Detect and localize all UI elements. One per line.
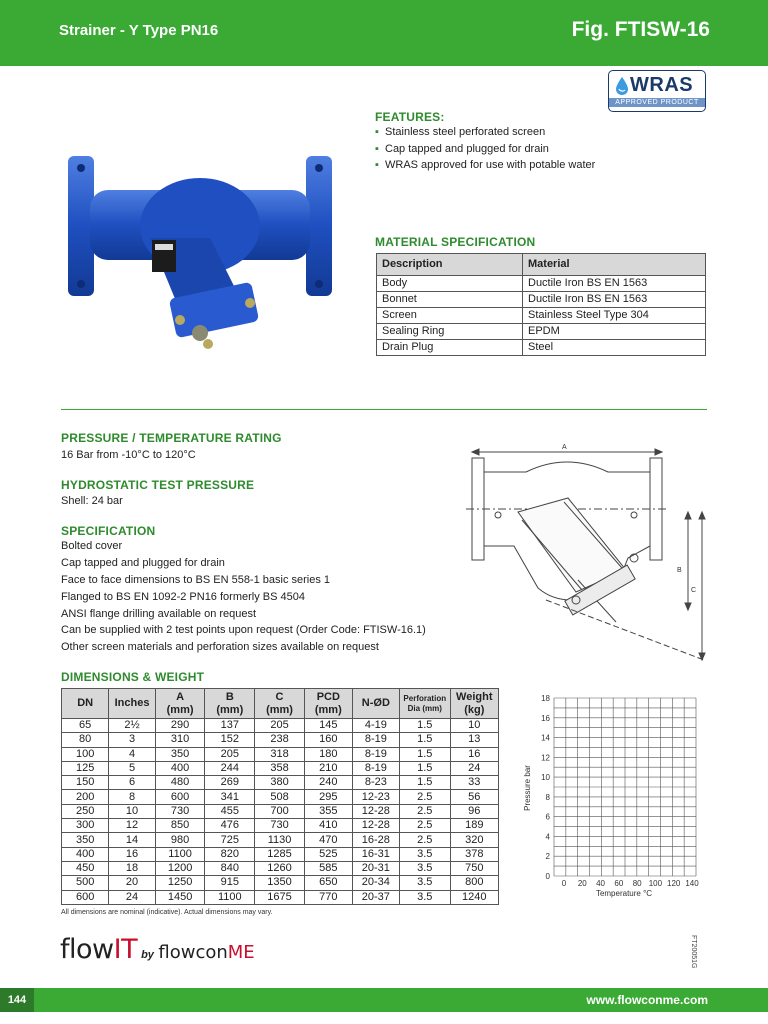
product-title: Strainer - Y Type PN16 xyxy=(59,22,219,39)
table-cell: 850 xyxy=(155,819,205,833)
dimensions-heading: DIMENSIONS & WEIGHT xyxy=(61,670,205,684)
table-cell: 20 xyxy=(109,876,155,890)
table-cell: 470 xyxy=(304,833,352,847)
y-tick-label: 0 xyxy=(545,872,550,881)
table-cell: 56 xyxy=(450,790,498,804)
chart-x-axis-label: Temperature °C xyxy=(595,889,653,898)
header-cell: DN xyxy=(62,689,109,719)
table-row xyxy=(377,340,706,356)
table-cell: Sealing Ring xyxy=(377,324,523,340)
table-cell: 600 xyxy=(62,890,109,904)
table-cell: 320 xyxy=(450,833,498,847)
table-cell: 205 xyxy=(255,719,305,733)
x-tick-label: 40 xyxy=(596,879,606,888)
water-drop-icon xyxy=(615,76,629,96)
table-cell: 2.5 xyxy=(399,833,450,847)
table-row xyxy=(62,819,499,833)
table-row xyxy=(377,292,706,308)
table-cell: 3.5 xyxy=(399,861,450,875)
table-cell: 12-28 xyxy=(352,804,399,818)
table-cell: 915 xyxy=(205,876,255,890)
table-cell: 400 xyxy=(62,847,109,861)
table-row xyxy=(62,719,499,733)
table-row xyxy=(62,733,499,747)
pressure-temperature-chart xyxy=(518,690,708,902)
table-cell: 6 xyxy=(109,776,155,790)
y-tick-label: 8 xyxy=(545,792,550,802)
table-cell: 16-28 xyxy=(352,833,399,847)
table-cell: 730 xyxy=(155,804,205,818)
dimension-a-label: A xyxy=(562,444,567,451)
y-tick-label: 4 xyxy=(545,832,550,842)
table-cell: 358 xyxy=(255,761,305,775)
table-cell: 10 xyxy=(450,719,498,733)
x-tick-label: 0 xyxy=(561,879,567,888)
header-cell: B (mm) xyxy=(205,689,255,719)
table-cell: 800 xyxy=(450,876,498,890)
table-cell: 16-31 xyxy=(352,847,399,861)
x-tick-label: 100 xyxy=(648,879,663,888)
table-cell: 238 xyxy=(255,733,305,747)
table-header-row xyxy=(377,254,706,276)
dimension-c-label: C xyxy=(691,587,697,594)
table-cell: 650 xyxy=(304,876,352,890)
table-cell: 1260 xyxy=(255,861,305,875)
table-row xyxy=(62,876,499,890)
logo-by: by xyxy=(141,949,154,961)
table-row xyxy=(377,276,706,292)
table-cell: 380 xyxy=(255,776,305,790)
y-tick-label: 10 xyxy=(541,773,550,783)
table-cell: 1.5 xyxy=(399,776,450,790)
table-cell: 600 xyxy=(155,790,205,804)
header-cell: C (mm) xyxy=(255,689,305,719)
table-cell: 295 xyxy=(304,790,352,804)
table-cell: 3.5 xyxy=(399,890,450,904)
table-cell: 585 xyxy=(304,861,352,875)
table-cell: Ductile Iron BS EN 1563 xyxy=(523,276,706,292)
table-cell: 350 xyxy=(155,747,205,761)
table-cell: 12 xyxy=(109,819,155,833)
table-cell: 290 xyxy=(155,719,205,733)
table-header-row xyxy=(62,689,499,719)
table-cell: 13 xyxy=(450,733,498,747)
feature-item: ▪ WRAS approved for use with potable water xyxy=(375,159,595,171)
table-cell: 400 xyxy=(155,761,205,775)
dimensions-table xyxy=(61,688,499,905)
wras-subtitle: APPROVED PRODUCT xyxy=(609,98,705,107)
header-cell: PCD (mm) xyxy=(304,689,352,719)
table-row xyxy=(62,747,499,761)
table-cell: 730 xyxy=(255,819,305,833)
table-cell: 2.5 xyxy=(399,790,450,804)
chart-grid xyxy=(554,698,696,876)
table-cell: 205 xyxy=(205,747,255,761)
table-cell: 16 xyxy=(450,747,498,761)
header-cell: A (mm) xyxy=(155,689,205,719)
y-tick-label: 6 xyxy=(545,812,550,822)
table-row xyxy=(62,833,499,847)
logo-flowcon: flowcon xyxy=(158,942,228,963)
document-code: FT20051G xyxy=(690,935,697,969)
section-divider xyxy=(61,409,707,410)
wras-brand: WRAS xyxy=(630,74,694,96)
table-cell: Ductile Iron BS EN 1563 xyxy=(523,292,706,308)
table-cell: 8 xyxy=(109,790,155,804)
pressure-text: 16 Bar from -10°C to 120°C xyxy=(61,449,196,461)
flowit-logo xyxy=(60,934,255,965)
table-cell: 1675 xyxy=(255,890,305,904)
page-header xyxy=(0,0,768,66)
table-cell: 980 xyxy=(155,833,205,847)
strainer-product-image xyxy=(60,148,340,358)
table-cell: 378 xyxy=(450,847,498,861)
table-cell: 840 xyxy=(205,861,255,875)
feature-item: ▪ Stainless steel perforated screen xyxy=(375,126,545,138)
header-cell: N-ØD xyxy=(352,689,399,719)
table-cell: 700 xyxy=(255,804,305,818)
table-cell: 1100 xyxy=(205,890,255,904)
table-cell: 1450 xyxy=(155,890,205,904)
table-cell: 450 xyxy=(62,861,109,875)
x-tick-label: 80 xyxy=(632,879,642,888)
table-cell: 1240 xyxy=(450,890,498,904)
table-row xyxy=(62,790,499,804)
x-tick-label: 60 xyxy=(614,879,624,888)
table-cell: 16 xyxy=(109,847,155,861)
chart-y-axis-label: Pressure bar xyxy=(523,765,532,811)
wras-logo xyxy=(608,70,706,112)
table-cell: 355 xyxy=(304,804,352,818)
table-cell: 500 xyxy=(62,876,109,890)
table-row xyxy=(62,861,499,875)
table-cell: Stainless Steel Type 304 xyxy=(523,308,706,324)
table-row xyxy=(62,890,499,904)
logo-me: ME xyxy=(227,942,255,963)
table-cell: 24 xyxy=(450,761,498,775)
table-cell: 2.5 xyxy=(399,804,450,818)
table-cell: 476 xyxy=(205,819,255,833)
table-cell: 750 xyxy=(450,861,498,875)
dimensions-body xyxy=(62,719,499,905)
table-cell: 5 xyxy=(109,761,155,775)
table-cell: 80 xyxy=(62,733,109,747)
spec-line: Bolted cover xyxy=(61,540,123,552)
table-row xyxy=(62,776,499,790)
table-cell: 33 xyxy=(450,776,498,790)
header-cell: Weight (kg) xyxy=(450,689,498,719)
features-heading: FEATURES: xyxy=(375,110,445,124)
table-cell: 1.5 xyxy=(399,761,450,775)
header-cell: Description xyxy=(377,254,523,276)
table-cell: 300 xyxy=(62,819,109,833)
table-cell: 410 xyxy=(304,819,352,833)
table-row xyxy=(62,761,499,775)
table-cell: 160 xyxy=(304,733,352,747)
page-number: 144 xyxy=(0,988,34,1012)
table-cell: 455 xyxy=(205,804,255,818)
table-cell: 2.5 xyxy=(399,819,450,833)
table-cell: 200 xyxy=(62,790,109,804)
table-cell: 240 xyxy=(304,776,352,790)
spec-line: Cap tapped and plugged for drain xyxy=(61,557,225,569)
table-cell: 20-34 xyxy=(352,876,399,890)
x-tick-label: 20 xyxy=(577,879,587,888)
table-cell: 3.5 xyxy=(399,876,450,890)
table-cell: EPDM xyxy=(523,324,706,340)
table-cell: 350 xyxy=(62,833,109,847)
table-cell: 12-23 xyxy=(352,790,399,804)
table-cell: 152 xyxy=(205,733,255,747)
page-footer xyxy=(0,988,768,1012)
feature-item: ▪ Cap tapped and plugged for drain xyxy=(375,143,549,155)
table-cell: 1100 xyxy=(155,847,205,861)
table-cell: 20-37 xyxy=(352,890,399,904)
table-cell: 210 xyxy=(304,761,352,775)
table-cell: 480 xyxy=(155,776,205,790)
table-cell: 310 xyxy=(155,733,205,747)
table-cell: 341 xyxy=(205,790,255,804)
table-cell: 24 xyxy=(109,890,155,904)
spec-line: Face to face dimensions to BS EN 558-1 basic series 1 xyxy=(61,574,331,586)
y-tick-label: 14 xyxy=(541,733,550,743)
y-tick-label: 2 xyxy=(545,852,550,862)
table-cell: 8-23 xyxy=(352,776,399,790)
table-cell: 525 xyxy=(304,847,352,861)
table-cell: 1.5 xyxy=(399,747,450,761)
table-cell: 1200 xyxy=(155,861,205,875)
table-cell: 770 xyxy=(304,890,352,904)
table-row xyxy=(62,847,499,861)
table-cell: 18 xyxy=(109,861,155,875)
dimension-b-label: B xyxy=(677,567,682,574)
table-cell: 820 xyxy=(205,847,255,861)
table-cell: 65 xyxy=(62,719,109,733)
table-cell: 150 xyxy=(62,776,109,790)
table-cell: 3 xyxy=(109,733,155,747)
header-cell: Perforation Dia (mm) xyxy=(399,689,450,719)
figure-number: Fig. FTISW-16 xyxy=(571,18,710,41)
header-cell: Material xyxy=(523,254,706,276)
table-cell: 10 xyxy=(109,804,155,818)
table-cell: 20-31 xyxy=(352,861,399,875)
header-cell: Inches xyxy=(109,689,155,719)
y-tick-label: 16 xyxy=(541,713,550,723)
logo-it: IT xyxy=(113,934,138,965)
x-tick-label: 120 xyxy=(667,879,681,888)
table-cell: 125 xyxy=(62,761,109,775)
table-cell: 3.5 xyxy=(399,847,450,861)
table-row xyxy=(62,804,499,818)
table-cell: 1.5 xyxy=(399,719,450,733)
logo-flow: flow xyxy=(60,934,114,965)
y-tick-label: 12 xyxy=(541,753,550,763)
table-cell: 8-19 xyxy=(352,733,399,747)
table-cell: 145 xyxy=(304,719,352,733)
table-cell: 137 xyxy=(205,719,255,733)
table-cell: Steel xyxy=(523,340,706,356)
table-cell: Drain Plug xyxy=(377,340,523,356)
x-tick-label: 140 xyxy=(685,879,699,888)
table-cell: Screen xyxy=(377,308,523,324)
table-cell: 96 xyxy=(450,804,498,818)
spec-heading: SPECIFICATION xyxy=(61,524,156,538)
dimensions-note: All dimensions are nominal (indicative). Actual dimensions may vary. xyxy=(61,909,273,916)
table-cell: 250 xyxy=(62,804,109,818)
table-cell: 725 xyxy=(205,833,255,847)
table-cell: Bonnet xyxy=(377,292,523,308)
table-cell: 12-28 xyxy=(352,819,399,833)
table-cell: 1350 xyxy=(255,876,305,890)
y-tick-label: 18 xyxy=(541,694,550,703)
table-cell: 100 xyxy=(62,747,109,761)
hydro-heading: HYDROSTATIC TEST PRESSURE xyxy=(61,478,255,492)
table-cell: 189 xyxy=(450,819,498,833)
spec-line: ANSI flange drilling available on request xyxy=(61,608,257,620)
material-table xyxy=(376,253,706,356)
table-row xyxy=(377,308,706,324)
table-cell: 1130 xyxy=(255,833,305,847)
table-row xyxy=(377,324,706,340)
table-cell: 8-19 xyxy=(352,747,399,761)
spec-line: Other screen materials and perforation sizes available on request xyxy=(61,641,379,653)
table-cell: 1.5 xyxy=(399,733,450,747)
material-heading: MATERIAL SPECIFICATION xyxy=(375,235,536,249)
table-cell: 2½ xyxy=(109,719,155,733)
table-cell: 318 xyxy=(255,747,305,761)
table-cell: 14 xyxy=(109,833,155,847)
table-cell: 1250 xyxy=(155,876,205,890)
spec-line: Can be supplied with 2 test points upon request (Order Code: FTISW-16.1) xyxy=(61,624,426,636)
table-cell: 244 xyxy=(205,761,255,775)
chart-ticks xyxy=(541,694,699,888)
pressure-heading: PRESSURE / TEMPERATURE RATING xyxy=(61,431,282,445)
table-cell: 180 xyxy=(304,747,352,761)
table-cell: 508 xyxy=(255,790,305,804)
hydro-text: Shell: 24 bar xyxy=(61,495,123,507)
table-cell: 269 xyxy=(205,776,255,790)
table-cell: 1285 xyxy=(255,847,305,861)
spec-line: Flanged to BS EN 1092-2 PN16 formerly BS 4504 xyxy=(61,591,305,603)
table-cell: Body xyxy=(377,276,523,292)
technical-drawing xyxy=(466,440,706,670)
table-cell: 8-19 xyxy=(352,761,399,775)
website-link[interactable]: www.flowconme.com xyxy=(586,993,708,1007)
table-cell: 4 xyxy=(109,747,155,761)
table-cell: 4-19 xyxy=(352,719,399,733)
